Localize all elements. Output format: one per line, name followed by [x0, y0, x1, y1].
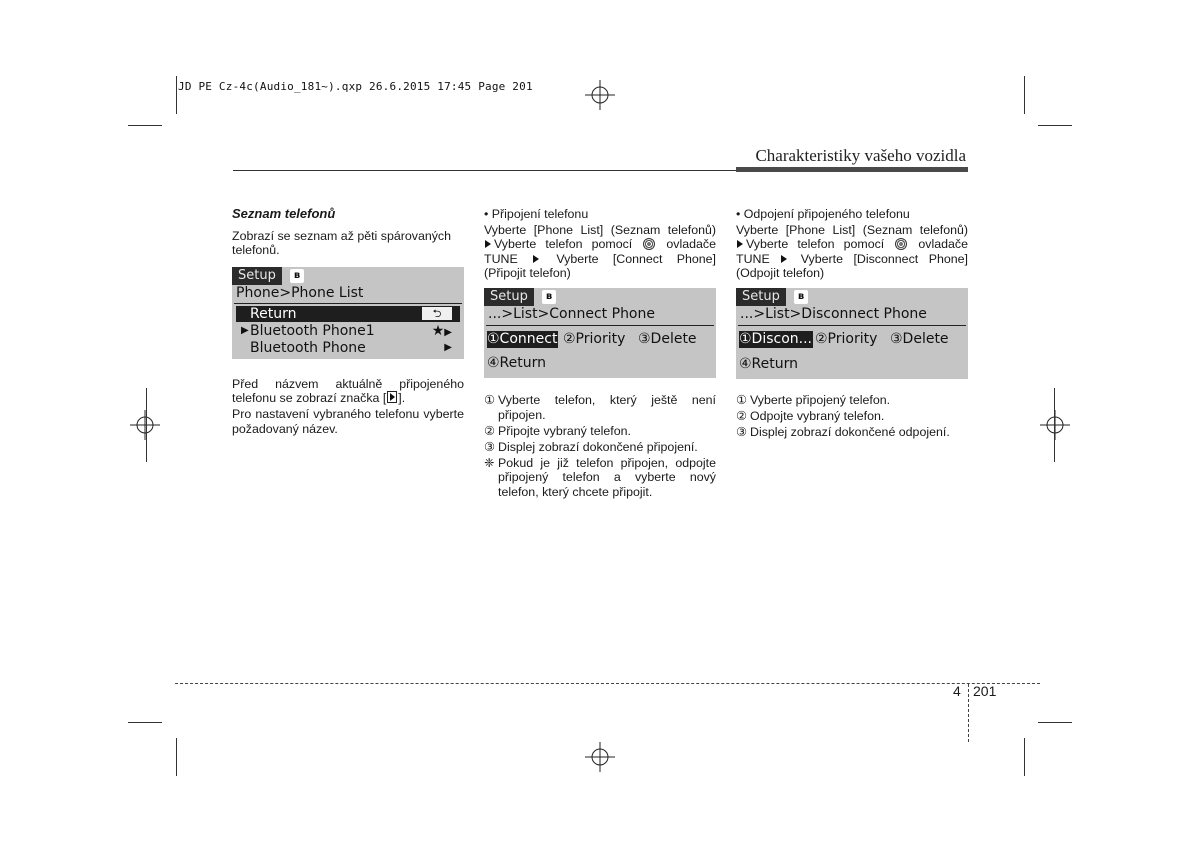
bluetooth-icon: ʙ — [794, 290, 808, 304]
option-delete[interactable]: ③Delete — [638, 330, 697, 347]
tune-knob-icon — [895, 238, 907, 250]
instruction-line: Vyberte [Phone List] (Seznam telefonů) — [736, 222, 968, 237]
crop-mark — [128, 125, 162, 126]
crop-mark — [176, 738, 177, 776]
step-number: ② — [484, 423, 496, 438]
connected-marker-icon — [387, 391, 397, 403]
bullet-heading: • Připojení telefonu — [484, 207, 589, 221]
list-item-label: Bluetooth Phone1 — [250, 322, 375, 339]
arrow-right-icon — [781, 255, 787, 263]
option-connect[interactable]: ①Connect — [487, 330, 558, 347]
connected-note-start: Před názvem aktuálně připojeného telefonu se zobrazí značka [ — [232, 376, 464, 406]
option-disconnect[interactable]: ①Discon... — [739, 330, 813, 347]
crop-mark — [1054, 388, 1055, 462]
list-item-label: Bluetooth Phone — [250, 339, 366, 356]
bullet-heading: • Odpojení připojeného telefonu — [736, 207, 910, 221]
steps-list — [484, 393, 716, 500]
arrow-right-icon — [533, 255, 539, 263]
connected-note-end: ]. — [398, 391, 406, 406]
connected-marker-icon: ▶ — [241, 324, 249, 336]
note-mark: ❈ — [484, 455, 495, 470]
instruction-line — [484, 252, 716, 267]
instruction-text: Vyberte [Disconnect Phone] — [800, 251, 968, 266]
connected-note — [232, 377, 464, 406]
lcd-screen-connect-phone — [484, 288, 716, 378]
setup-tab: Setup — [484, 288, 534, 306]
registration-mark-icon — [585, 80, 615, 110]
setup-tab: Setup — [232, 267, 282, 285]
instruction-line — [736, 237, 968, 252]
step-text: Odpojte vybraný telefon. — [750, 409, 885, 424]
step-text: Pokud je již telefon připojen, odpojte připojený telefon a vyberte nový telefon, který chcete připojit. — [498, 455, 716, 500]
column-disconnect-phone — [736, 205, 968, 441]
return-arrow-icon: ⮌ — [422, 307, 452, 320]
crop-mark — [1024, 738, 1025, 776]
instruction-line: Vyberte [Phone List] (Seznam telefonů) — [484, 222, 716, 237]
screen-path: Phone>Phone List — [236, 284, 364, 301]
favorite-star-icon: ★▶ — [431, 322, 452, 339]
step-number: ② — [736, 409, 748, 424]
list-item — [736, 393, 968, 408]
crop-mark — [1038, 722, 1072, 723]
option-priority[interactable]: ②Priority — [563, 330, 626, 347]
step-text: Vyberte připojený telefon. — [750, 392, 891, 407]
column-phone-list — [232, 205, 464, 436]
header-bar — [736, 167, 968, 172]
step-number: ③ — [484, 439, 496, 454]
select-hint: Pro nastavení vybraného telefonu vyberte požadovaný název. — [232, 406, 464, 436]
chapter-number: 4 — [953, 683, 961, 699]
step-number: ① — [736, 392, 748, 407]
tune-knob-icon — [643, 238, 655, 250]
column-connect-phone — [484, 205, 716, 501]
list-item-label: Return — [250, 305, 297, 322]
step-number: ③ — [736, 425, 748, 440]
list-item-phone[interactable] — [236, 323, 460, 339]
chevron-right-icon: ▶ — [444, 341, 452, 353]
registration-mark-icon — [1040, 410, 1070, 440]
instruction-text: TUNE — [484, 251, 518, 266]
screen-divider — [738, 325, 966, 326]
step-number: ① — [484, 392, 496, 407]
registration-mark-icon — [585, 742, 615, 772]
lcd-screen-phone-list — [232, 267, 464, 359]
lcd-screen-disconnect-phone — [736, 288, 968, 379]
page-number: 201 — [973, 683, 997, 699]
instruction-line: (Odpojit telefon) — [736, 266, 825, 281]
registration-mark-icon — [130, 410, 160, 440]
crop-mark — [176, 76, 177, 114]
list-item — [484, 440, 716, 455]
footer-rule — [175, 683, 1040, 684]
instruction-text: TUNE — [736, 251, 770, 266]
favorite-star-mark: ★ — [431, 322, 445, 339]
footer-divider — [968, 684, 969, 742]
print-slug: JD PE Cz-4c(Audio_181~).qxp 26.6.2015 17:45 Page 201 — [178, 80, 533, 93]
page-header-title: Charakteristiky vašeho vozidla — [755, 146, 966, 165]
step-text: Připojte vybraný telefon. — [498, 423, 631, 438]
option-return[interactable]: ④Return — [487, 354, 547, 371]
intro-text: Zobrazí se seznam až pěti spárovaných telefonů. — [232, 228, 452, 258]
instruction-line: (Připojit telefon) — [484, 266, 571, 281]
list-item — [736, 425, 968, 440]
list-item-return[interactable] — [236, 306, 460, 322]
setup-tab: Setup — [736, 288, 786, 306]
header-rule — [233, 170, 736, 171]
instruction-text: Vyberte [Connect Phone] — [556, 251, 716, 266]
arrow-right-icon — [485, 240, 491, 248]
step-text: Vyberte telefon, který ještě není připojen. — [498, 392, 716, 422]
option-return[interactable]: ④Return — [739, 355, 799, 372]
section-title: Seznam telefonů — [232, 206, 336, 221]
screen-path: ...>List>Connect Phone — [488, 305, 655, 322]
instruction-text: Vyberte telefon pomocí — [746, 237, 885, 252]
screen-divider — [486, 325, 714, 326]
list-item — [484, 393, 716, 422]
list-item — [484, 424, 716, 439]
option-delete[interactable]: ③Delete — [890, 330, 949, 347]
instruction-text: Vyberte telefon pomocí — [494, 237, 633, 252]
screen-path: ...>List>Disconnect Phone — [740, 305, 927, 322]
instruction-line — [484, 237, 716, 252]
crop-mark — [1038, 125, 1072, 126]
instruction-line — [736, 252, 968, 267]
step-text: Displej zobrazí dokončené připojení. — [498, 439, 698, 454]
screen-divider — [234, 303, 462, 304]
crop-mark — [146, 388, 147, 462]
list-item — [736, 409, 968, 424]
list-item — [484, 456, 716, 500]
steps-list — [736, 393, 968, 440]
list-item-phone[interactable] — [236, 340, 460, 356]
option-priority[interactable]: ②Priority — [815, 330, 878, 347]
crop-mark — [1024, 76, 1025, 114]
bluetooth-icon: ʙ — [290, 269, 304, 283]
crop-mark — [128, 722, 162, 723]
instruction-text: ovladače — [918, 237, 968, 252]
instruction-text: ovladače — [666, 237, 716, 252]
arrow-right-icon — [737, 240, 743, 248]
step-text: Displej zobrazí dokončené odpojení. — [750, 425, 950, 440]
bluetooth-icon: ʙ — [542, 290, 556, 304]
